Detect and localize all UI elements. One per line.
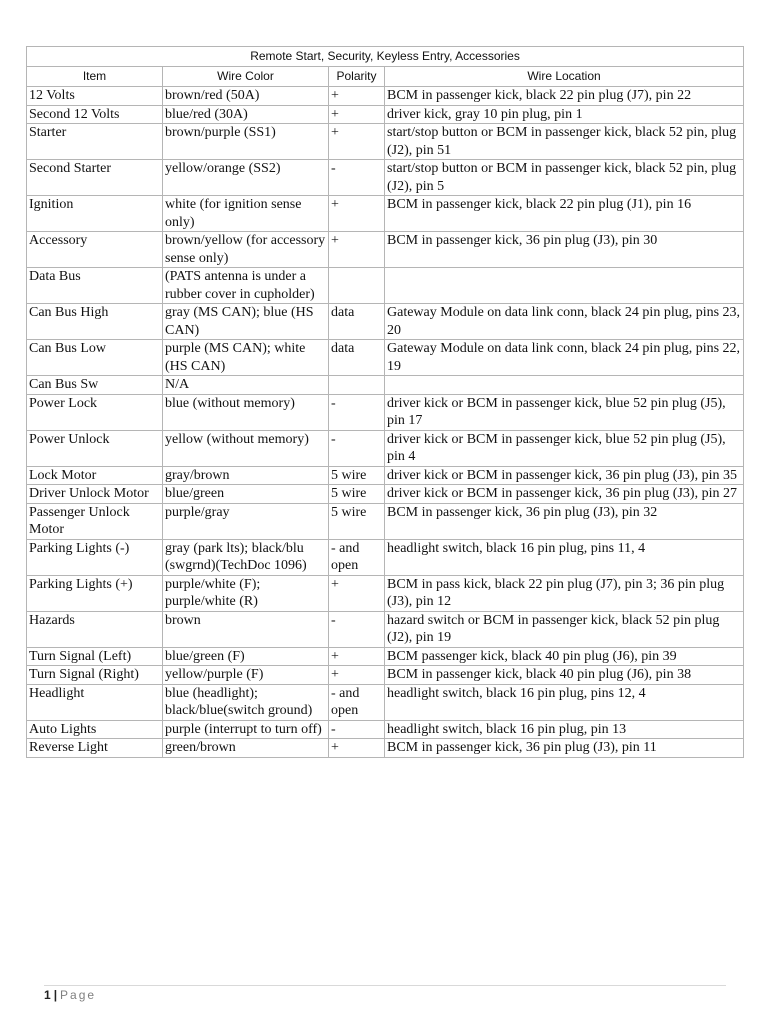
cell-polarity: + — [329, 124, 385, 160]
table-row — [27, 503, 744, 539]
cell-wire-color: purple (interrupt to turn off) — [163, 720, 329, 739]
cell-wire-location: BCM in passenger kick, 36 pin plug (J3), pin 32 — [385, 503, 744, 539]
cell-item: Turn Signal (Right) — [27, 666, 163, 685]
cell-wire-color: purple (MS CAN); white (HS CAN) — [163, 340, 329, 376]
cell-wire-location: Gateway Module on data link conn, black 24 pin plug, pins 22, 19 — [385, 340, 744, 376]
table-row — [27, 196, 744, 232]
header-wire-location: Wire Location — [385, 67, 744, 87]
cell-wire-location: driver kick or BCM in passenger kick, blue 52 pin plug (J5), pin 4 — [385, 430, 744, 466]
cell-polarity: - — [329, 611, 385, 647]
cell-wire-location: driver kick or BCM in passenger kick, 36 pin plug (J3), pin 35 — [385, 466, 744, 485]
cell-item: Auto Lights — [27, 720, 163, 739]
cell-wire-color: purple/gray — [163, 503, 329, 539]
cell-polarity: 5 wire — [329, 485, 385, 504]
cell-wire-location: BCM in pass kick, black 22 pin plug (J7), pin 3; 36 pin plug (J3), pin 12 — [385, 575, 744, 611]
table-row — [27, 539, 744, 575]
cell-polarity: + — [329, 739, 385, 758]
table-row — [27, 124, 744, 160]
page-footer — [44, 988, 96, 1002]
cell-wire-color: blue/green (F) — [163, 647, 329, 666]
header-item: Item — [27, 67, 163, 87]
cell-item: Second Starter — [27, 160, 163, 196]
page-number: 1 — [44, 988, 51, 1002]
cell-wire-color: brown — [163, 611, 329, 647]
cell-wire-location: driver kick or BCM in passenger kick, blue 52 pin plug (J5), pin 17 — [385, 394, 744, 430]
table-row — [27, 684, 744, 720]
cell-item: Can Bus Sw — [27, 376, 163, 395]
cell-item: Data Bus — [27, 268, 163, 304]
cell-item: Ignition — [27, 196, 163, 232]
cell-item: Starter — [27, 124, 163, 160]
cell-polarity: + — [329, 647, 385, 666]
cell-item: Driver Unlock Motor — [27, 485, 163, 504]
cell-wire-color: yellow/orange (SS2) — [163, 160, 329, 196]
table-row — [27, 376, 744, 395]
table-body — [27, 87, 744, 758]
cell-polarity: 5 wire — [329, 503, 385, 539]
table-row — [27, 87, 744, 106]
table-row — [27, 575, 744, 611]
cell-wire-color: N/A — [163, 376, 329, 395]
cell-wire-color: green/brown — [163, 739, 329, 758]
cell-wire-color: blue/green — [163, 485, 329, 504]
cell-polarity: - and open — [329, 684, 385, 720]
cell-wire-color: purple/white (F); purple/white (R) — [163, 575, 329, 611]
cell-wire-color: blue (headlight); black/blue(switch ground) — [163, 684, 329, 720]
cell-item: Parking Lights (-) — [27, 539, 163, 575]
cell-wire-location — [385, 268, 744, 304]
cell-wire-color: brown/purple (SS1) — [163, 124, 329, 160]
header-polarity: Polarity — [329, 67, 385, 87]
cell-wire-location: BCM in passenger kick, black 22 pin plug (J1), pin 16 — [385, 196, 744, 232]
table-row — [27, 666, 744, 685]
cell-polarity: - — [329, 394, 385, 430]
cell-wire-location: start/stop button or BCM in passenger kick, black 52 pin, plug (J2), pin 5 — [385, 160, 744, 196]
cell-wire-color: brown/red (50A) — [163, 87, 329, 106]
cell-polarity: data — [329, 340, 385, 376]
cell-wire-location: driver kick or BCM in passenger kick, 36 pin plug (J3), pin 27 — [385, 485, 744, 504]
table-row — [27, 485, 744, 504]
table-row — [27, 466, 744, 485]
cell-polarity — [329, 268, 385, 304]
cell-polarity: + — [329, 232, 385, 268]
cell-wire-location — [385, 376, 744, 395]
cell-polarity: - — [329, 430, 385, 466]
cell-wire-color: brown/yellow (for accessory sense only) — [163, 232, 329, 268]
cell-item: 12 Volts — [27, 87, 163, 106]
cell-item: Reverse Light — [27, 739, 163, 758]
cell-item: Power Lock — [27, 394, 163, 430]
cell-wire-color: blue/red (30A) — [163, 105, 329, 124]
header-wire-color: Wire Color — [163, 67, 329, 87]
page-label: Page — [60, 988, 97, 1002]
cell-polarity: - and open — [329, 539, 385, 575]
table-title: Remote Start, Security, Keyless Entry, Accessories — [27, 47, 744, 67]
cell-item: Parking Lights (+) — [27, 575, 163, 611]
wiring-table — [26, 46, 744, 758]
cell-wire-location: BCM in passenger kick, black 22 pin plug (J7), pin 22 — [385, 87, 744, 106]
cell-wire-color: gray (park lts); black/blu (swgrnd)(TechDoc 1096) — [163, 539, 329, 575]
table-row — [27, 720, 744, 739]
cell-wire-location: BCM passenger kick, black 40 pin plug (J6), pin 39 — [385, 647, 744, 666]
cell-polarity: 5 wire — [329, 466, 385, 485]
cell-item: Can Bus High — [27, 304, 163, 340]
cell-polarity: + — [329, 575, 385, 611]
cell-polarity: - — [329, 160, 385, 196]
cell-item: Lock Motor — [27, 466, 163, 485]
table-row — [27, 232, 744, 268]
table-row — [27, 611, 744, 647]
cell-wire-location: start/stop button or BCM in passenger kick, black 52 pin, plug (J2), pin 51 — [385, 124, 744, 160]
cell-polarity — [329, 376, 385, 395]
cell-wire-location: hazard switch or BCM in passenger kick, black 52 pin plug (J2), pin 19 — [385, 611, 744, 647]
cell-wire-location: BCM in passenger kick, black 40 pin plug (J6), pin 38 — [385, 666, 744, 685]
table-row — [27, 160, 744, 196]
cell-wire-color: gray (MS CAN); blue (HS CAN) — [163, 304, 329, 340]
cell-polarity: + — [329, 87, 385, 106]
table-row — [27, 430, 744, 466]
cell-item: Passenger Unlock Motor — [27, 503, 163, 539]
cell-polarity: + — [329, 666, 385, 685]
cell-polarity: data — [329, 304, 385, 340]
cell-wire-location: headlight switch, black 16 pin plug, pin 13 — [385, 720, 744, 739]
cell-wire-location: BCM in passenger kick, 36 pin plug (J3), pin 30 — [385, 232, 744, 268]
cell-wire-color: yellow/purple (F) — [163, 666, 329, 685]
table-row — [27, 340, 744, 376]
table-row — [27, 268, 744, 304]
table-row — [27, 647, 744, 666]
footer-separator: | — [53, 988, 58, 1002]
cell-wire-color: gray/brown — [163, 466, 329, 485]
table-row — [27, 739, 744, 758]
cell-item: Second 12 Volts — [27, 105, 163, 124]
table-header-row — [27, 67, 744, 87]
cell-wire-location: BCM in passenger kick, 36 pin plug (J3), pin 11 — [385, 739, 744, 758]
cell-wire-color: white (for ignition sense only) — [163, 196, 329, 232]
cell-item: Accessory — [27, 232, 163, 268]
table-title-row — [27, 47, 744, 67]
table-row — [27, 394, 744, 430]
cell-wire-location: headlight switch, black 16 pin plug, pins 12, 4 — [385, 684, 744, 720]
cell-item: Can Bus Low — [27, 340, 163, 376]
cell-wire-location: Gateway Module on data link conn, black 24 pin plug, pins 23, 20 — [385, 304, 744, 340]
cell-wire-color: yellow (without memory) — [163, 430, 329, 466]
cell-wire-location: headlight switch, black 16 pin plug, pins 11, 4 — [385, 539, 744, 575]
table-row — [27, 105, 744, 124]
cell-item: Power Unlock — [27, 430, 163, 466]
cell-wire-color: blue (without memory) — [163, 394, 329, 430]
cell-item: Headlight — [27, 684, 163, 720]
cell-polarity: + — [329, 196, 385, 232]
cell-wire-color: (PATS antenna is under a rubber cover in cupholder) — [163, 268, 329, 304]
footer-divider — [44, 985, 726, 986]
cell-wire-location: driver kick, gray 10 pin plug, pin 1 — [385, 105, 744, 124]
table-row — [27, 304, 744, 340]
cell-item: Turn Signal (Left) — [27, 647, 163, 666]
cell-polarity: + — [329, 105, 385, 124]
cell-polarity: - — [329, 720, 385, 739]
cell-item: Hazards — [27, 611, 163, 647]
